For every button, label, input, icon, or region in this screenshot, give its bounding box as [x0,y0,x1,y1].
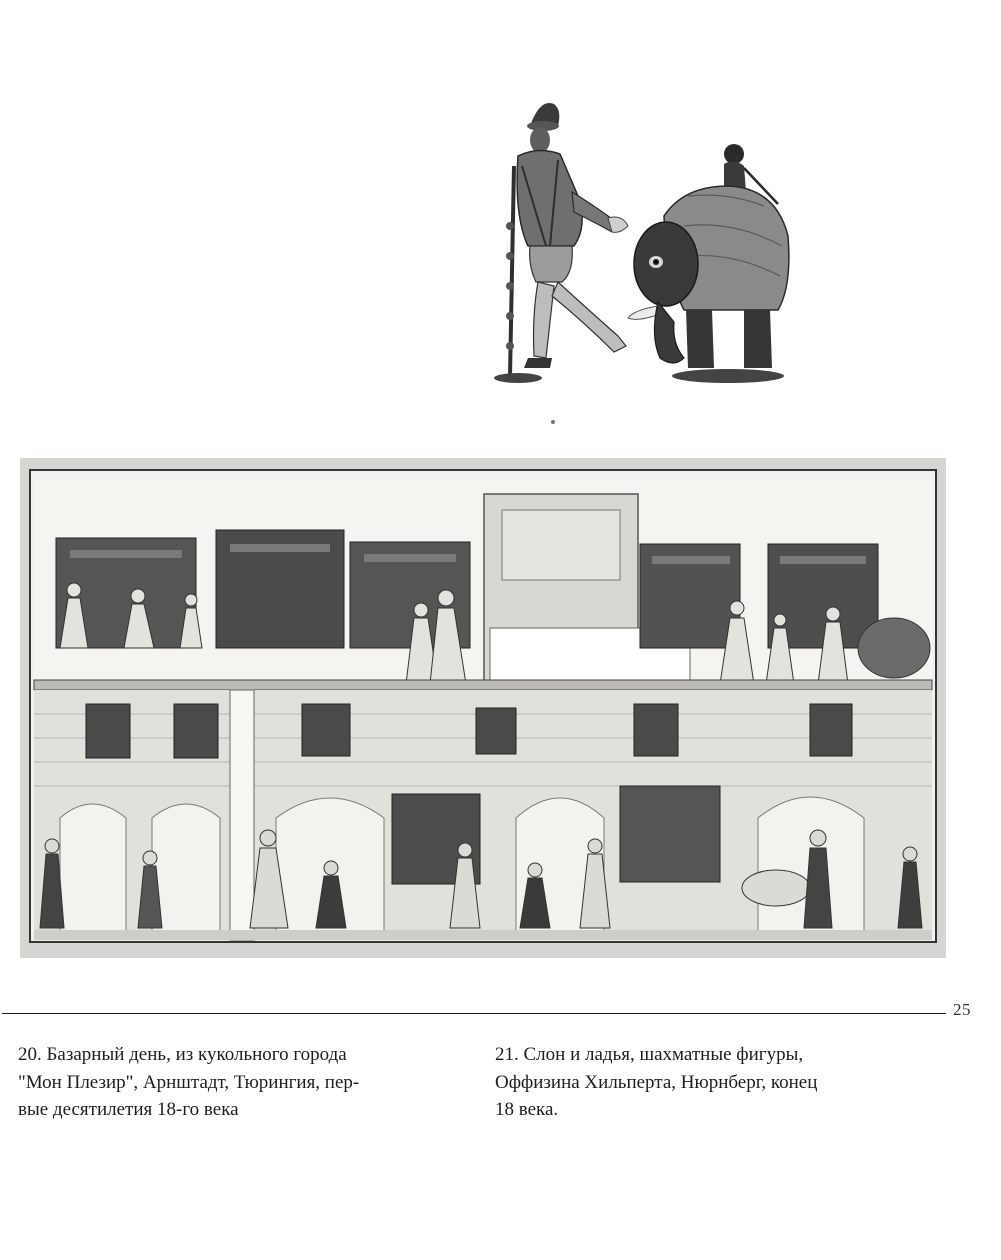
market-day-illustration [20,458,946,958]
market-day-photo [20,458,946,958]
small-mark [551,420,555,424]
horizontal-rule [2,1013,946,1014]
chess-pieces-photo [488,96,790,386]
chess-pieces-illustration [488,96,790,386]
caption-figure-21: 21. Слон и ладья, шахматные фигуры, Оффизина Хильперта, Нюрнберг, конец 18 века. [495,1044,818,1120]
caption-figure-20: 20. Базарный день, из кукольного города "Мон Плезир", Арнштадт, Тюрингия, пер- вые десятилетия 18-го века [18,1044,360,1120]
page-number: 25 [953,1000,971,1019]
rook-figure [494,103,628,383]
elephant-figure [628,144,789,383]
